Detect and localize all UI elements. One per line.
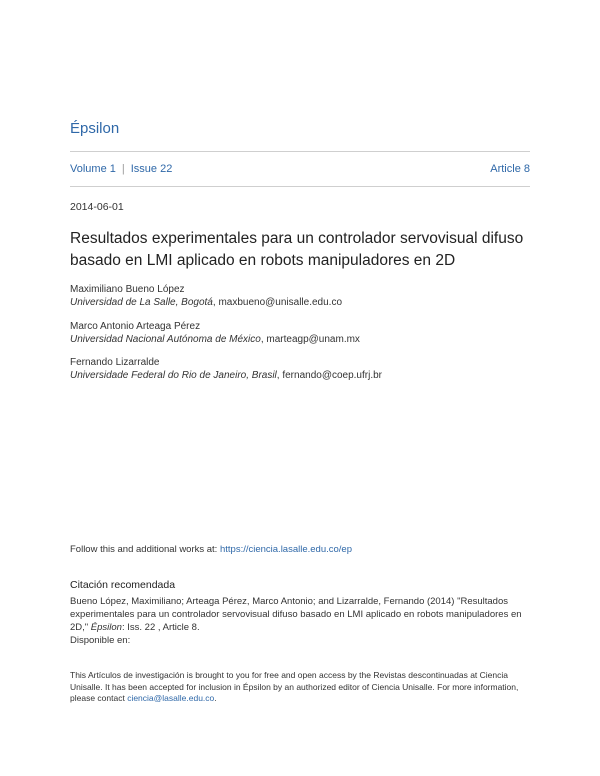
author-email: fernando@coep.ufrj.br <box>282 370 382 381</box>
publication-date: 2014-06-01 <box>70 201 124 213</box>
citation-main: Bueno López, Maximiliano; Arteaga Pérez, Marco Antonio; and Lizarralde, Fernando (2014) "Resultados experimentales para un controlador servovisual difuso basado en LMI aplicado en robots manipuladores en 2D," <box>70 596 522 633</box>
author-block: Marco Antonio Arteaga Pérez Universidad Nacional Autónoma de México, marteagp@unam.mx <box>70 321 360 345</box>
author-affiliation: Universidad Nacional Autónoma de México <box>70 334 261 345</box>
access-notice-text: This Artículos de investigación is brought to you for free and open access by the Revistas descontinuadas at Ciencia Unisalle. It has been accepted for inclusion in Épsilon by an authorized editor of Ciencia Unisalle. For more information, please contact <box>70 670 519 703</box>
volume-issue-bar <box>70 163 530 175</box>
citation-issue: : Iss. 22 , Article 8. <box>121 622 200 633</box>
article-link[interactable]: Article 8 <box>490 163 530 175</box>
author-affiliation: Universidade Federal do Rio de Janeiro, Brasil <box>70 370 277 381</box>
journal-title[interactable]: Épsilon <box>70 120 120 137</box>
issue-link[interactable]: Issue 22 <box>130 163 173 175</box>
citation-available: Disponible en: <box>70 635 131 646</box>
author-email: maxbueno@unisalle.edu.co <box>218 297 343 308</box>
author-email: marteagp@unam.mx <box>266 334 360 345</box>
citation-journal: Épsilon <box>90 622 122 633</box>
bottom-divider <box>70 186 530 187</box>
citation-heading: Citación recomendada <box>70 579 176 591</box>
volume-separator: | <box>121 163 125 175</box>
author-block: Fernando Lizarralde Universidade Federal do Rio de Janeiro, Brasil, fernando@coep.ufrj.br <box>70 357 382 381</box>
citation-text <box>70 595 535 647</box>
top-divider <box>70 151 530 152</box>
volume-link[interactable]: Volume 1 <box>70 163 116 175</box>
article-title: Resultados experimentales para un controlador servovisual difuso basado en LMI aplicado en robots manipuladores en 2D <box>70 230 524 269</box>
author-name: Fernando Lizarralde <box>70 357 160 368</box>
author-affiliation: Universidad de La Salle, Bogotá <box>70 297 213 308</box>
contact-email-link[interactable]: ciencia@lasalle.edu.co <box>127 693 215 703</box>
author-block: Maximiliano Bueno López Universidad de La Salle, Bogotá, maxbueno@unisalle.edu.co <box>70 284 343 308</box>
collection-link[interactable]: https://ciencia.lasalle.edu.co/ep <box>219 544 352 555</box>
follow-text: Follow this and additional works at: <box>70 544 220 555</box>
follow-line <box>70 544 352 555</box>
author-name: Marco Antonio Arteaga Pérez <box>70 321 201 332</box>
author-name: Maximiliano Bueno López <box>70 284 185 295</box>
access-notice-end: . <box>214 693 217 703</box>
access-notice <box>70 670 540 705</box>
